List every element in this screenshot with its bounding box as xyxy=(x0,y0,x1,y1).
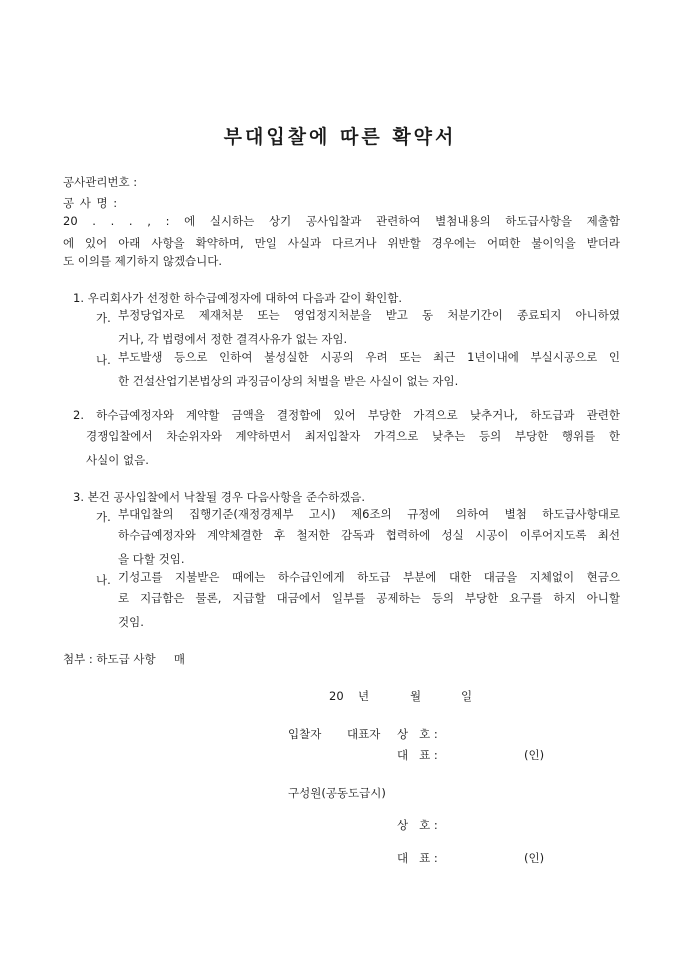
intro-line-2: 에 있어 아래 사항을 확약하며, 만일 사실과 다르거나 위반할 경우에는 어떠한 불이익을 받더라 xyxy=(63,236,620,250)
item-1-sub-a-line-1: 부정당업자로 제재처분 또는 영업정지처분을 받고 동 처분기간이 종료되지 아니하였 xyxy=(118,308,620,322)
item-2-line-3: 사실이 없음. xyxy=(86,453,149,467)
item-3-sub-a-line-1: 부대입찰의 집행기준(재정경제부 고시) 제6조의 규정에 의하여 별첨 하도급사항대로 xyxy=(118,507,620,521)
item-3-sub-a-line-3: 을 다할 것임. xyxy=(118,552,185,566)
item-2-line-2: 경쟁입찰에서 차순위자와 계약하면서 최저입찰자 가격으로 낮추는 등의 부당한 행위를 한 xyxy=(86,429,620,443)
document-title: 부대입찰에 따른 확약서 xyxy=(223,126,457,148)
item-3-sub-b-line-2: 로 지급함은 물론, 지급할 대금에서 일부를 공제하는 등의 부당한 요구를 하지 아니할 xyxy=(118,591,620,605)
date-year: 20 xyxy=(329,689,344,703)
item-3-sub-b-line-3: 것임. xyxy=(118,615,144,629)
representative-label: 대표자 xyxy=(347,727,381,741)
consortium-member-label: 구성원(공동도급시) xyxy=(288,786,386,800)
project-number-label: 공사관리번호 : xyxy=(63,175,138,189)
bidder-label: 입찰자 xyxy=(288,727,322,741)
member-representative-label: 대 표 : xyxy=(397,851,438,865)
item-1-sub-b-line-2: 한 건설산업기본법상의 과징금이상의 처벌을 받은 사실이 없는 자임. xyxy=(118,374,459,388)
item-1-sub-a-mark: 가. xyxy=(96,311,111,325)
intro-line-1: 20 . . . , : 에 실시하는 상기 공사입찰과 관련하여 별첨내용의 하도급사항을 제출함 xyxy=(63,214,620,228)
representative-name-label: 대 표 : xyxy=(397,748,438,762)
date-day-unit: 일 xyxy=(461,689,473,703)
date-month-unit: 월 xyxy=(410,689,422,703)
member-seal-mark: (인) xyxy=(524,851,545,865)
item-1-sub-a-line-2: 거나, 각 법령에서 정한 결격사유가 없는 자임. xyxy=(118,332,348,346)
item-1-sub-b-mark: 나. xyxy=(96,353,111,367)
item-1-heading: 1. 우리회사가 선정한 하수급예정자에 대하여 다음과 같이 확인함. xyxy=(73,291,403,305)
company-name-label: 상 호 : xyxy=(397,727,438,741)
member-company-name-label: 상 호 : xyxy=(397,818,438,832)
intro-line-3: 도 이의를 제기하지 않겠습니다. xyxy=(63,254,223,268)
attachment-line: 첨부 : 하도급 사항 매 xyxy=(63,652,185,666)
item-1-sub-b-line-1: 부도발생 등으로 인하여 불성실한 시공의 우려 또는 최근 1년이내에 부실시공으로 인 xyxy=(118,350,620,364)
item-3-sub-b-mark: 나. xyxy=(96,573,111,587)
project-name-label: 공 사 명 : xyxy=(63,196,118,210)
item-3-sub-a-mark: 가. xyxy=(96,510,111,524)
item-3-heading: 3. 본건 공사입찰에서 낙찰될 경우 다음사항을 준수하겠음. xyxy=(73,490,366,504)
item-3-sub-b-line-1: 기성고를 지불받은 때에는 하수급인에게 하도급 부분에 대한 대금을 지체없이 현금으 xyxy=(118,570,620,584)
item-3-sub-a-line-2: 하수급예정자와 계약체결한 후 철저한 감독과 협력하에 성실 시공이 이루어지도록 최선 xyxy=(118,528,620,542)
date-year-unit: 년 xyxy=(358,689,370,703)
seal-mark: (인) xyxy=(524,748,545,762)
item-2-line-1: 2. 하수급예정자와 계약할 금액을 결정함에 있어 부당한 가격으로 낮추거나, 하도급과 관련한 xyxy=(73,408,620,422)
